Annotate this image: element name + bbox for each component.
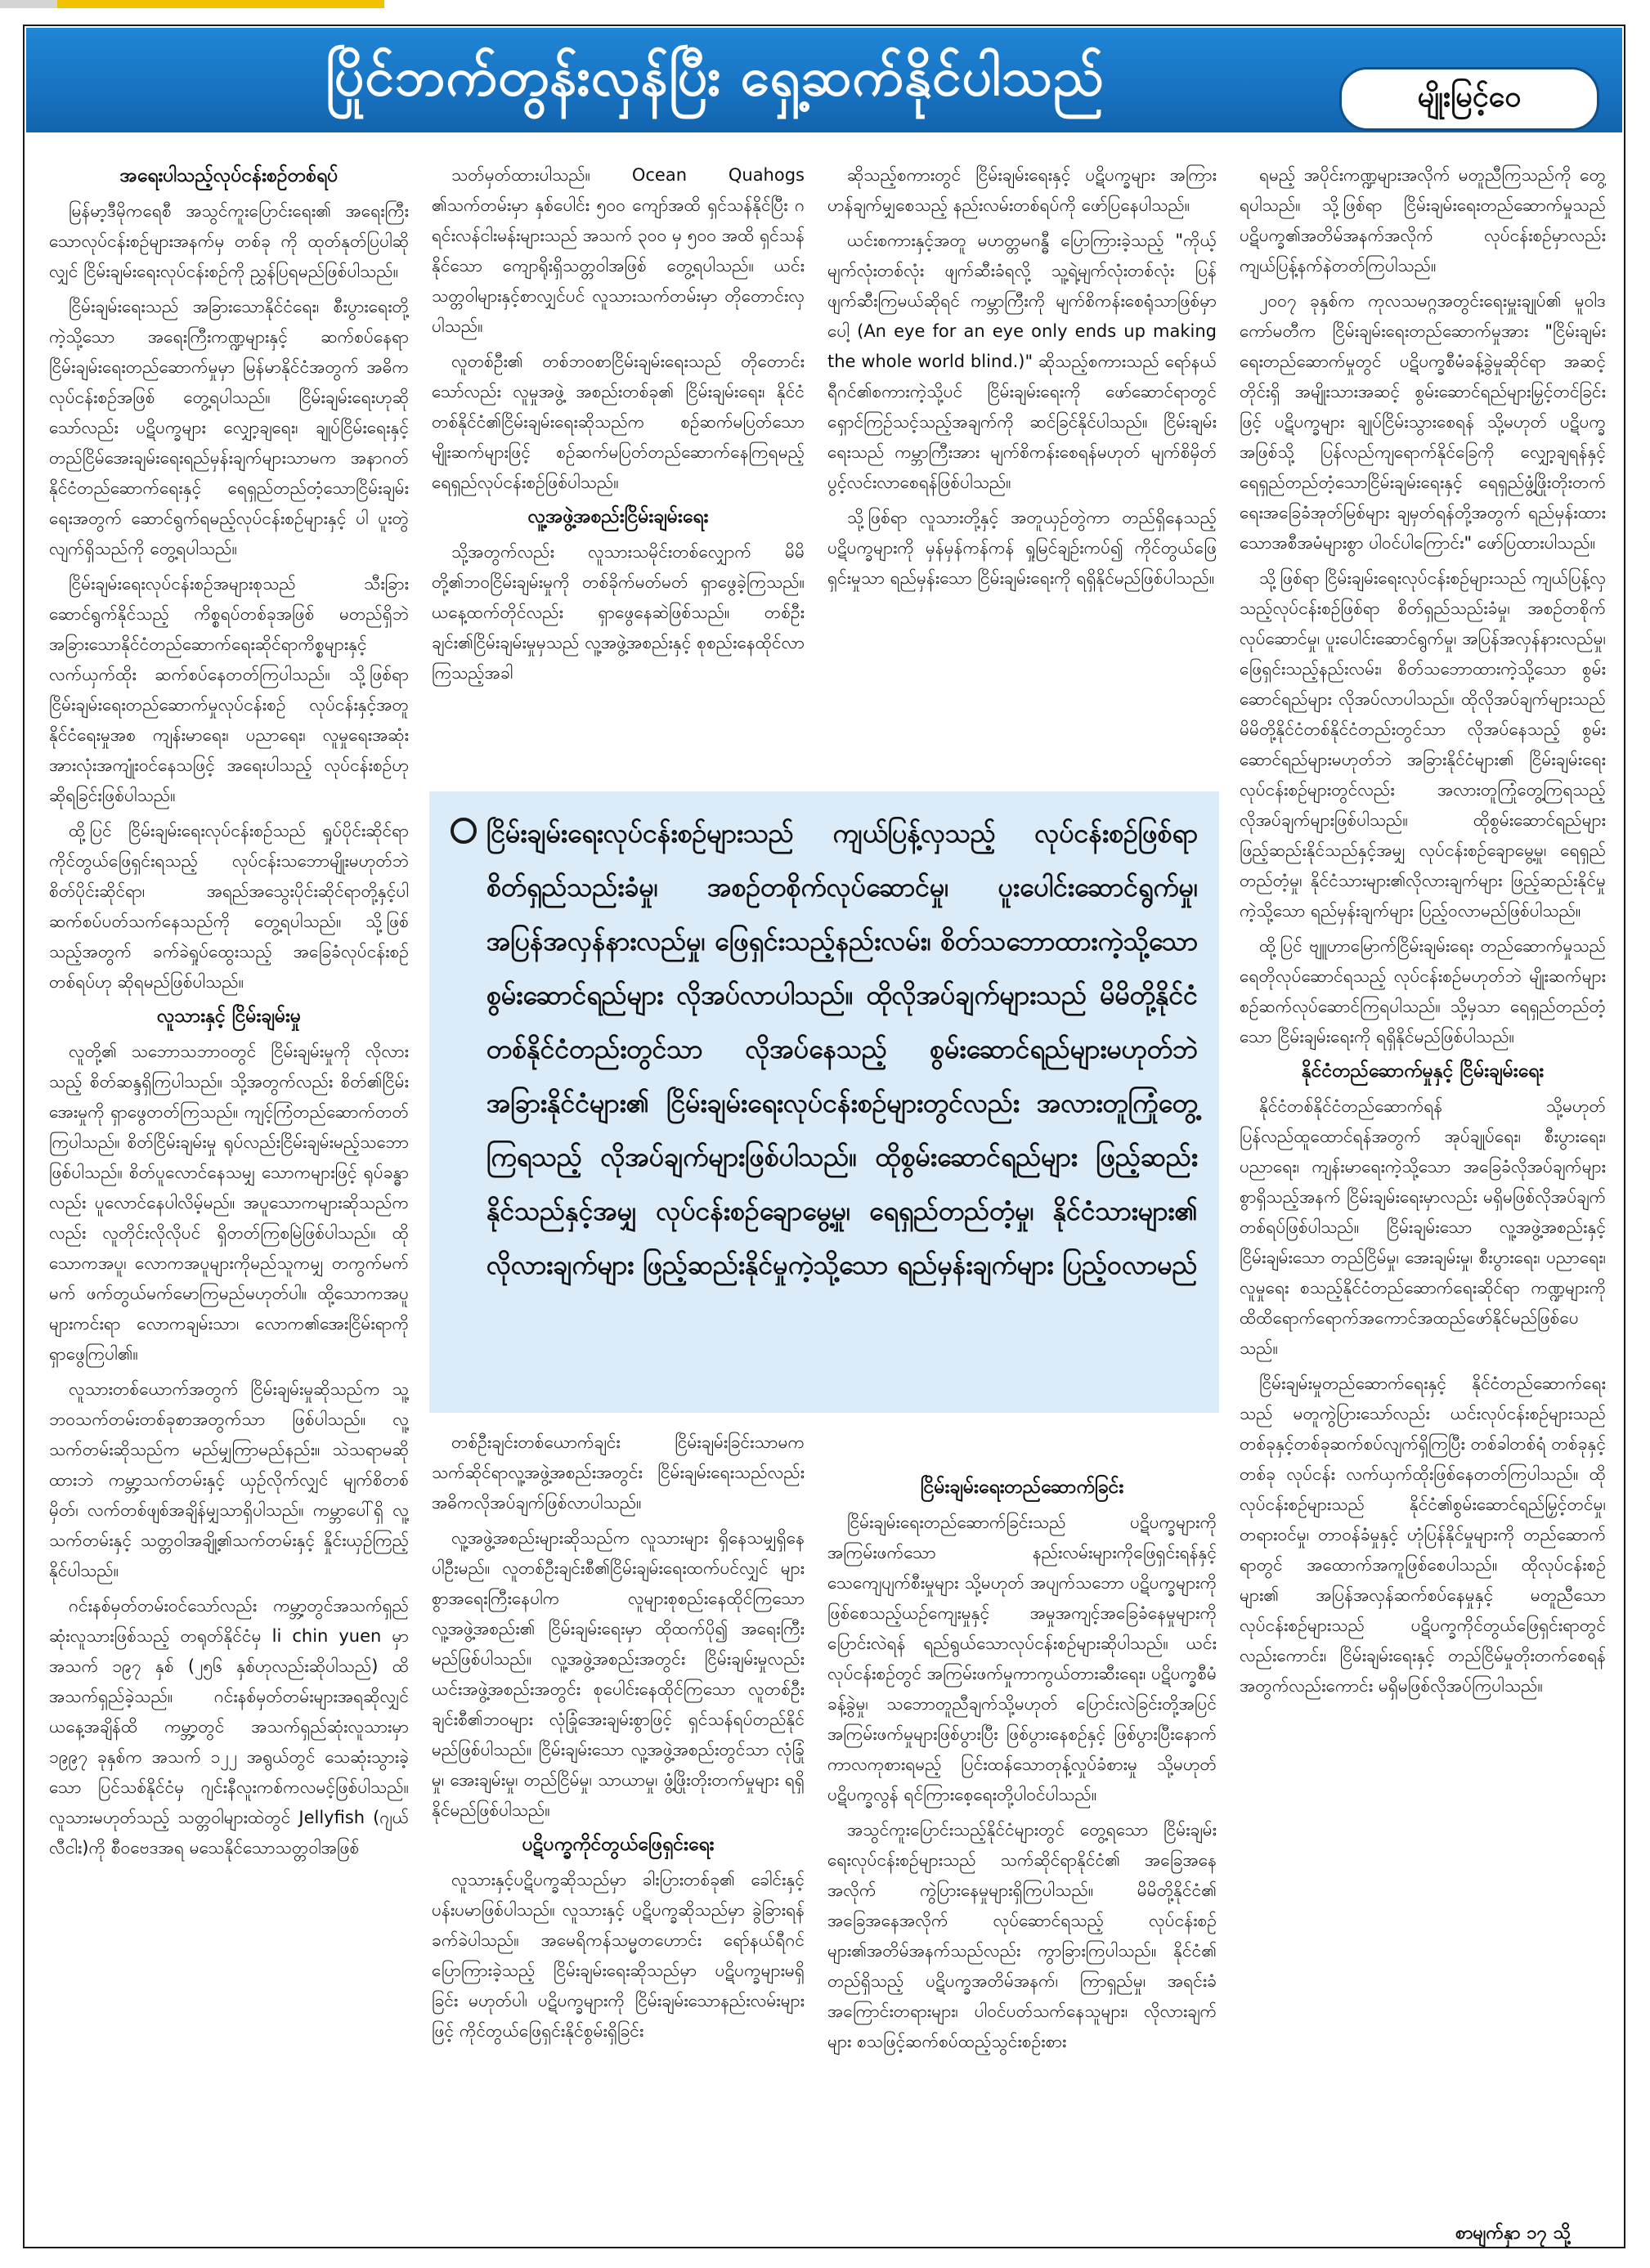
column-3-lower xyxy=(827,1472,1217,2229)
section-heading: ငြိမ်းချမ်းရေးတည်ဆောက်ခြင်း xyxy=(920,1477,1124,1498)
paragraph: အသွင်ကူးပြောင်းသည့်နိုင်ငံများတွင် တွေ့ရသော ငြိမ်းချမ်းရေးလုပ်ငန်းစဉ်များသည် သက်ဆိုင်ရာနိုင်ငံ၏ အခြေအနေအလိုက် ကွဲပြားနေမှုများရှိကြပါသည်။ မိမိတို့နိုင်ငံ၏ အခြေအနေအလိုက် လုပ်ဆောင်ရသည့် လုပ်ငန်းစဉ်များ၏အတိမ်အနက်သည်လည်း ကွာခြားကြပါသည်။ နိုင်ငံ၏ တည်ရှိသည့် ပဋိပက္ခအတိမ်အနက်၊ ကြာရှည်မှု၊ အရင်းခံအကြောင်းတရားများ၊ ပါဝင်ပတ်သက်နေသူများ၊ လိုလားချက်များ စသဖြင့်ဆက်စပ်ထည့်သွင်းစဉ်းစား xyxy=(827,1820,1217,2051)
section-heading: အရေးပါသည့်လုပ်ငန်းစဉ်တစ်ရပ် xyxy=(119,165,339,186)
paragraph: ငြိမ်းချမ်းရေးလုပ်ငန်းစဉ်အများစုသည် သီးခြားဆောင်ရွက်နိုင်သည့် ကိစ္စရပ်တစ်ခုအဖြစ် မတည်ရှိဘဲ အခြားသောနိုင်ငံတည်ဆောက်ရေးဆိုင်ရာကိစ္စများနှင့် လက်ယှက်ထိုး ဆက်စပ်နေတတ်ကြပါသည်။ သို့ဖြစ်ရာ ငြိမ်းချမ်းရေးတည်ဆောက်မှုလုပ်ငန်းစဉ် လုပ်ငန်းနှင့်အတူ နိုင်ငံရေးမှုအစ ကျန်းမာရေး၊ ပညာရေး၊ လူမှုရေးအဆုံး အားလုံးအကျုံးဝင်နေသဖြင့် အရေးပါသည့် လုပ်ငန်းစဉ်ဟု ဆိုရခြင်းဖြစ်ပါသည်။ xyxy=(49,574,409,805)
paragraph: ရမည့် အပိုင်းကဏ္ဍများအလိုက် မတူညီကြသည်ကို တွေ့ရပါသည်။ သို့ဖြစ်ရာ ငြိမ်းချမ်းရေးတည်ဆောက်မှုသည် ပဋိပက္ခ၏အတိမ်အနက်အလိုက် လုပ်ငန်းစဉ်မှာလည်း ကျယ်ပြန့်နက်နဲတတ်ကြပါသည်။ xyxy=(1240,165,1606,276)
column-4 xyxy=(1240,160,1606,2211)
paragraph: ငြိမ်းချမ်းရေးတည်ဆောက်ခြင်းသည် ပဋိပက္ခများကို အကြမ်းဖက်သော နည်းလမ်းများကိုဖြေရှင်းရန်နှင့် သေကျေပျက်စီးမှုများ သို့မဟုတ် အပျက်သဘော ပဋိပက္ခများကိုဖြစ်စေသည့်ယဉ်ကျေးမှုနှင့် အမှုအကျင့်အခြေခံနေမှုများကိုပြောင်းလဲရန် ရည်ရွယ်သောလုပ်ငန်းစဉ်များဆိုပါသည်။ ယင်းလုပ်ငန်းစဉ်တွင် အကြမ်းဖက်မှုကာကွယ်တားဆီးရေး၊ ပဋိပက္ခစီမံခန့်ခွဲမှု၊ သဘောတူညီချက်သို့မဟုတ် ပြောင်းလဲခြင်းတို့အပြင် အကြမ်းဖက်မှုများဖြစ်ပွားပြီး ဖြစ်ပွားနေစဉ်နှင့် ဖြစ်ပွားပြီးနောက်ကာလကုစားရမည့် ပြင်းထန်သောတုန့်လှုပ်ခံစားမှု သို့မဟုတ် ပဋိပက္ခလွန် ရင်ကြားစေ့ရေးတို့ပါဝင်ပါသည်။ xyxy=(827,1513,1217,1804)
pull-quote xyxy=(429,791,1219,1413)
paragraph: ငြိမ်းချမ်းမှုတည်ဆောက်ရေးနှင့် နိုင်ငံတည်ဆောက်ရေးသည် မတူကွဲပြားသော်လည်း ယင်းလုပ်ငန်းစဉ်များသည် တစ်ခုနှင့်တစ်ခုဆက်စပ်လျက်ရှိကြပြီး တစ်ခါတစ်ရံ တစ်ခုနှင့်တစ်ခု လုပ်ငန်း လက်ယှက်ထိုးဖြစ်နေတတ်ကြပါသည်။ ထိုလုပ်ငန်းစဉ်များသည် နိုင်ငံ၏စွမ်းဆောင်ရည်မြှင့်တင်မှု၊ တရားဝင်မှု၊ တာဝန်ခံမှုနှင့် ဟုံပြန်နိုင်မှုများကို တည်ဆောက်ရာတွင် အထောက်အကူဖြစ်စေပါသည်။ ထိုလုပ်ငန်းစဉ်များ၏ အပြန်အလှန်ဆက်စပ်နေမှုနှင့် မတူညီသောလုပ်ငန်းစဉ်များသည် ပဋိပက္ခကိုင်တွယ်ဖြေရှင်းရာတွင်လည်းကောင်း၊ ငြိမ်းချမ်းရေးနှင့် တည်ငြိမ်မှုတိုးတက်စေရန်အတွက်လည်းကောင်း မရှိမဖြစ်လိုအပ်ကြပါသည်။ xyxy=(1240,1374,1606,1696)
column-2-upper xyxy=(432,160,805,783)
continued-on-page: စာမျက်နှာ ၁၇ သို့ xyxy=(1455,2223,1571,2243)
column-3-upper xyxy=(827,160,1217,783)
paragraph: လူ့အဖွဲ့အစည်းများဆိုသည်က လူသားများ ရှိနေသမျှရှိနေပါဦးမည်။ လူတစ်ဦးချင်းစီ၏ငြိမ်းချမ်းရေးထက်ပင်လျှင် များစွာအရေးကြီးနေပါက လူများစုစည်းနေထိုင်ကြသော လူ့အဖွဲ့အစည်း၏ ငြိမ်းချမ်းရေးမှာ ထိုထက်ပို၍ အရေးကြီးမည်ဖြစ်ပါသည်။ လူ့အဖွဲ့အစည်းအတွင်း ငြိမ်းချမ်းမှုလည်း ယင်းအဖွဲ့အစည်းအတွင်း စုပေါင်းနေထိုင်ကြသော လူတစ်ဦးချင်းစီ၏ဘဝများ လုံခြုံအေးချမ်းစွာဖြင့် ရှင်သန်ရပ်တည်နိုင်မည်ဖြစ်ပါသည်။ ငြိမ်းချမ်းသော လူ့အဖွဲ့အစည်းတွင်သာ လုံခြုံမှု၊ အေးချမ်းမှု၊ တည်ငြိမ်မှု၊ သာယာမှု၊ ဖွံ့ဖြိုးတိုးတက်မှုများ ရရှိနိုင်မည်ဖြစ်ပါသည်။ xyxy=(432,1528,805,1820)
title-banner xyxy=(26,28,1622,132)
paragraph: လူတစ်ဦး၏ တစ်ဘဝစာငြိမ်းချမ်းရေးသည် တိုတောင်းသော်လည်း လူမှုအဖွဲ့ အစည်းတစ်ခု၏ ငြိမ်းချမ်းရေး၊ နိုင်ငံတစ်နိုင်ငံ၏ငြိမ်းချမ်းရေးဆိုသည်က စဉ်ဆက်မပြတ်သောမျိုးဆက်များဖြင့် စဉ်ဆက်မပြတ်တည်ဆောက်နေကြရမည့် ရေရှည်လုပ်ငန်းစဉ်ဖြစ်ပါသည်။ xyxy=(432,352,805,492)
paragraph: ၂၀၀၇ ခုနှစ်က ကုလသမဂ္ဂအတွင်းရေးမှူးချုပ်၏ မူဝါဒကော်မတီက ငြိမ်းချမ်းရေးတည်ဆောက်မှုအား "ငြိမ်းချမ်းရေးတည်ဆောက်မှုတွင် ပဋိပက္ခစီမံခန့်ခွဲမှုဆိုင်ရာ အဆင့်တိုင်းရှိ အမျိုးသားအဆင့် စွမ်းဆောင်ရည်များမြှင့်တင်ခြင်းဖြင့် ပဋိပက္ခများ ချုပ်ငြိမ်းသွားစေရန် သို့မဟုတ် ပဋိပက္ခအဖြစ်သို့ ပြန်လည်ကျရောက်နိုင်ခြေကို လျှော့ချရန်နှင့် ရေရှည်တည်တံ့သောငြိမ်းချမ်းရေးနှင့် ရေရှည်ဖွံ့ဖြိုးတိုးတက်ရေးအခြေခံအုတ်မြစ်များ ချမှတ်ရန်တို့အတွက် ရည်မှန်းထားသောအစီအမံများစွာ ပါဝင်ပါကြောင်း" ဖော်ပြထားပါသည်။ xyxy=(1240,291,1606,553)
paragraph: လူတို့၏ သဘောသဘာဝတွင် ငြိမ်းချမ်းမှုကို လိုလားသည့် စိတ်ဆန္ဒရှိကြပါသည်။ သို့အတွက်လည်း စိတ်၏ငြိမ်းအေးမှုကို ရှာဖွေတတ်ကြသည်။ ကျင့်ကြံတည်ဆောက်တတ်ကြပါသည်။ စိတ်ငြိမ်းချမ်းမှု ရုပ်လည်းငြိမ်းချမ်းမည့်သဘော ဖြစ်ပါသည်။ စိတ်ပူလောင်နေသမျှ သောကများဖြင့် ရုပ်ခန္ဓာလည်း ပူလောင်နေပါလိမ့်မည်။ အပူသောကများဆိုသည်ကလည်း လူတိုင်းလိုလိုပင် ရှိတတ်ကြစမြဲဖြစ်ပါသည်။ ထိုသောကအပူ၊ လောကအပူများကိုမည်သူကမျှ တကွက်မက်မက် ဖက်တွယ်မက်မောကြမည်မဟုတ်ပါ။ ထို့သောကအပူများကင်းရာ လောကချမ်းသာ၊ လောက၏အေးငြိမ်းရာကို ရှာဖွေကြပါ၏။ xyxy=(49,1042,409,1364)
paragraph: နိုင်ငံတစ်နိုင်ငံတည်ဆောက်ရန် သို့မဟုတ် ပြန်လည်ထူထောင်ရန်အတွက် အုပ်ချုပ်ရေး၊ စီးပွားရေး၊ ပညာရေး၊ ကျန်းမာရေးကဲ့သို့သော အခြေခံလိုအပ်ချက်များစွာရှိသည့်အနက် ငြိမ်းချမ်းရေးမှာလည်း မရှိမဖြစ်လိုအပ်ချက်တစ်ရပ်ဖြစ်ပါသည်။ ငြိမ်းချမ်းသော လူ့အဖွဲ့အစည်းနှင့် ငြိမ်းချမ်းသော တည်ငြိမ်မှု၊ အေးချမ်းမှု၊ စီးပွားရေး၊ ပညာရေး၊ လူမှုရေး စသည့်နိုင်ငံတည်ဆောက်ရေးဆိုင်ရာ ကဏ္ဍများကို ထိထိရောက်ရောက်အကောင်အထည်ဖော်နိုင်မည်ဖြစ်ပေသည်။ xyxy=(1240,1096,1606,1358)
quote-bullet-icon xyxy=(451,818,477,844)
paragraph: သို့ဖြစ်ရာ လူသားတို့နှင့် အတူယှဉ်တွဲကာ တည်ရှိနေသည့် ပဋိပက္ခများကို မှန်မှန်ကန်ကန် ရှုမြင်ချဉ်းကပ်၍ ကိုင်တွယ်ဖြေရှင်းမှုသာ ရည်မှန်းသော ငြိမ်းချမ်းရေးကို ရရှိနိုင်မည်ဖြစ်ပါသည်။ xyxy=(827,508,1217,588)
paragraph: သတ်မှတ်ထားပါသည်။ Ocean Quahogs ၏သက်တမ်းမှာ နှစ်ပေါင်း ၅၀၀ ကျော်အထိ ရှင်သန်နိုင်ပြီး ဂရင်းလန်ငါးမန်းများသည် အသက် ၃၀၀ မှ ၅၀၀ အထိ ရှင်သန်နိုင်သော ကျောရိုးရှိသတ္တဝါအဖြစ် တွေ့ရပါသည်။ ယင်းသတ္တဝါများနှင့်စာလျှင်ပင် လူသားသက်တမ်းမှာ တိုတောင်းလှပါသည်။ xyxy=(432,165,805,336)
paragraph: ထို့ပြင် ဗျူဟာမြောက်ငြိမ်းချမ်းရေး တည်ဆောက်မှုသည် ရေတိုလုပ်ဆောင်ရသည့် လုပ်ငန်းစဉ်မဟုတ်ဘဲ မျိုးဆက်များ စဉ်ဆက်လုပ်ဆောင်ကြရပါသည်။ သို့မှသာ ရေရှည်တည်တံ့သော ငြိမ်းချမ်းရေးကို ရရှိနိုင်မည်ဖြစ်ပါသည်။ xyxy=(1240,936,1606,1047)
paragraph: လူသားတစ်ယောက်အတွက် ငြိမ်းချမ်းမှုဆိုသည်က သူ့ဘဝသက်တမ်းတစ်ခုစာအတွက်သာ ဖြစ်ပါသည်။ လူ့သက်တမ်းဆိုသည်က မည်မျှကြာမည်နည်း။ သဲသရာမဆိုထားဘဲ ကမ္ဘာ့သက်တမ်းနှင့် ယှဉ်လိုက်လျှင် မျက်စိတစ်မှိတ်၊ လက်တစ်ဖျစ်အချိန်မျှသာရှိပါသည်။ ကမ္ဘာပေါ်ရှိ လူ့သက်တမ်းနှင့် သတ္တဝါအချို့၏သက်တမ်းနှင့် နှိုင်းယှဉ်ကြည့်နိုင်ပါသည်။ xyxy=(49,1379,409,1580)
article-title: ပြိုင်ဘက်တွန်းလှန်ပြီး ရှေ့ဆက်နိုင်ပါသည် xyxy=(325,47,1105,108)
section-heading: လူ့အဖွဲ့အစည်းငြိမ်းချမ်းရေး xyxy=(527,506,709,527)
paragraph: ထို့ပြင် ငြိမ်းချမ်းရေးလုပ်ငန်းစဉ်သည် ရှုပ်ပိုင်းဆိုင်ရာကိုင်တွယ်ဖြေရှင်းရသည့် လုပ်ငန်းသဘောမျိုးမဟုတ်ဘဲ စိတ်ပိုင်းဆိုင်ရာ၊ အရည်အသွေးပိုင်းဆိုင်ရာတို့နှင့်ပါ ဆက်စပ်ပတ်သက်နေသည်ကို တွေ့ရပါသည်။ သို့ဖြစ်သည့်အတွက် ခက်ခဲရှုပ်ထွေးသည့် အခြေခံလုပ်ငန်းစဉ်တစ်ရပ်ဟု ဆိုရမည်ဖြစ်ပါသည်။ xyxy=(49,821,409,992)
author-name: မျိုးမြင့်ဝေ xyxy=(1417,80,1522,114)
column-2-lower xyxy=(432,1428,805,2229)
column-1 xyxy=(49,160,409,2229)
paragraph: ဆိုသည့်စကားတွင် ငြိမ်းချမ်းရေးနှင့် ပဋိပက္ခများ အကြား ဟန်ချက်မျှစေသည့် နည်းလမ်းတစ်ရပ်ကို ဖော်ပြနေပါသည်။ xyxy=(827,165,1217,215)
pull-quote-text: ငြိမ်းချမ်းရေးလုပ်ငန်းစဉ်များသည် ကျယ်ပြန့်လှသည့် လုပ်ငန်းစဉ်ဖြစ်ရာ စိတ်ရှည်သည်းခံမှု၊ အစဉ်တစိုက်လုပ်ဆောင်မှု၊ ပူးပေါင်းဆောင်ရွက်မှု၊ အပြန်အလှန်နားလည်မှု၊ ဖြေရှင်းသည့်နည်းလမ်း၊ စိတ်သဘောထားကဲ့သို့သော စွမ်းဆောင်ရည်များ လိုအပ်လာပါသည်။ ထိုလိုအပ်ချက်များသည် မိမိတို့နိုင်ငံတစ်နိုင်ငံတည်းတွင်သာ လိုအပ်နေသည့် စွမ်းဆောင်ရည်များမဟုတ်ဘဲ အခြားနိုင်ငံများ၏ ငြိမ်းချမ်းရေးလုပ်ငန်းစဉ်များတွင်လည်း အလားတူကြုံတွေ့ကြရသည့် လိုအပ်ချက်များဖြစ်ပါသည်။ ထိုစွမ်းဆောင်ရည်များ ဖြည့်ဆည်းနိုင်သည်နှင့်အမျှ လုပ်ငန်းစဉ်ချောမွေ့မှု၊ ရေရှည်တည်တံ့မှု၊ နိုင်ငံသားများ၏ လိုလားချက်များ ဖြည့်ဆည်းနိုင်မှုကဲ့သို့သော ရည်မှန်းချက်များ ပြည့်ဝလာမည် xyxy=(486,818,1198,1280)
section-heading: နိုင်ငံတည်ဆောက်မှုနှင့် ငြိမ်းချမ်းရေး xyxy=(1301,1060,1545,1082)
paragraph: သို့ဖြစ်ရာ ငြိမ်းချမ်းရေးလုပ်ငန်းစဉ်များသည် ကျယ်ပြန့်လှသည့်လုပ်ငန်းစဉ်ဖြစ်ရာ စိတ်ရှည်သည်းခံမှု၊ အစဉ်တစိုက်လုပ်ဆောင်မှု၊ ပူးပေါင်းဆောင်ရွက်မှု၊ အပြန်အလှန်နားလည်မှု၊ ဖြေရှင်းသည့်နည်းလမ်း၊ စိတ်သဘောထားကဲ့သို့သော စွမ်းဆောင်ရည်များ လိုအပ်လာပါသည်။ ထိုလိုအပ်ချက်များသည် မိမိတို့နိုင်ငံတစ်နိုင်ငံတည်းတွင်သာ လိုအပ်နေသည့် စွမ်းဆောင်ရည်များမဟုတ်ဘဲ အခြားနိုင်ငံများ၏ ငြိမ်းချမ်းရေးလုပ်ငန်းစဉ်များတွင်လည်း အလားတူကြုံတွေ့ကြရသည့် လိုအပ်ချက်များဖြစ်ပါသည်။ ထိုစွမ်းဆောင်ရည်များ ဖြည့်ဆည်းနိုင်သည်နှင့်အမျှ လုပ်ငန်းစဉ်ချောမွေ့မှု၊ ရေရှည်တည်တံ့မှု၊ နိုင်ငံသားများ၏လိုလားချက်များ ဖြည့်ဆည်းနိုင်မှုကဲ့သို့သော ရည်မှန်းချက်များ ပြည့်ဝလာမည်ဖြစ်ပါသည်။ xyxy=(1240,568,1606,921)
paragraph: လူသားနှင့်ပဋိပက္ခဆိုသည်မှာ ခါးပြားတစ်ခု၏ ခေါင်းနှင့်ပန်းပမာဖြစ်ပါသည်။ လူသားနှင့် ပဋိပက္ခဆိုသည်မှာ ခွဲခြားရန်ခက်ခဲပါသည်။ အမေရိကန်သမ္မတဟောင်း ရော်နယ်ရီဂင် ပြောကြားခဲ့သည့် ငြိမ်းချမ်းရေးဆိုသည်မှာ ပဋိပက္ခများမရှိခြင်း မဟုတ်ပါ၊ ပဋိပက္ခများကို ငြိမ်းချမ်းသောနည်းလမ်းများဖြင့် ကိုင်တွယ်ဖြေရှင်းနိုင်စွမ်းရှိခြင်း xyxy=(432,1870,805,2041)
section-heading: ပဋိပက္ခကိုင်တွယ်ဖြေရှင်းရေး xyxy=(522,1834,715,1855)
top-gray-strip xyxy=(0,0,57,8)
paragraph: သို့အတွက်လည်း လူသားသမိုင်းတစ်လျှောက် မိမိတို့၏ဘဝငြိမ်းချမ်းမှုကို တစ်ခိုက်မတ်မတ် ရှာဖွေခဲ့ကြသည်။ ယနေ့ထက်တိုင်လည်း ရှာဖွေနေဆဲဖြစ်သည်။ တစ်ဦးချင်း၏ငြိမ်းချမ်းမှုမှသည် လူ့အဖွဲ့အစည်းနှင့် စုစည်းနေထိုင်လာကြသည့်အခါ xyxy=(432,542,805,683)
paragraph: မြန်မာ့ဒီမိုကရေစီ အသွင်ကူးပြောင်းရေး၏ အရေးကြီးသောလုပ်ငန်းစဉ်များအနက်မှ တစ်ခု ကို ထုတ်နုတ်ပြပါဆိုလျှင် ငြိမ်းချမ်းရေးလုပ်ငန်းစဉ်ကို ညွှန်ပြရမည်ဖြစ်ပါသည်။ xyxy=(49,201,409,281)
author-badge xyxy=(1339,67,1599,131)
paragraph: ဂင်းနစ်မှတ်တမ်းဝင်သော်လည်း ကမ္ဘာ့တွင်အသက်ရှည်ဆုံးလူသားဖြစ်သည့် တရုတ်နိုင်ငံမှ li chin yuen မှာ အသက် ၁၉၇ နှစ် (၂၅၆ နှစ်ဟုလည်းဆိုပါသည်) ထိ အသက်ရှည်ခဲ့သည်။ ဂင်းနစ်မှတ်တမ်းများအရဆိုလျှင် ယနေ့အချိန်ထိ ကမ္ဘာ့တွင် အသက်ရှည်ဆုံးလူသားမှာ ၁၉၉၇ ခုနှစ်က အသက် ၁၂၂ အရွယ်တွင် သေဆုံးသွားခဲ့သော ပြင်သစ်နိုင်ငံမှ ဂျင်းနီလူးကစ်ကလမင့်ဖြစ်ပါသည်။ လူသားမဟုတ်သည့် သတ္တဝါများထဲတွင် Jellyfish (ဂျယ်လီငါး)ကို စီဝဗေဒအရ မသေနိုင်သောသတ္တဝါအဖြစ် xyxy=(49,1596,409,1858)
top-accent-strip xyxy=(57,0,384,8)
paragraph: တစ်ဦးချင်းတစ်ယောက်ချင်း ငြိမ်းချမ်းခြင်းသာမက သက်ဆိုင်ရာလူ့အဖွဲ့အစည်းအတွင်း ငြိမ်းချမ်းရေးသည်လည်း အဓိကလိုအပ်ချက်ဖြစ်လာပါသည်။ xyxy=(432,1432,805,1513)
paragraph: ယင်းစကားနှင့်အတူ မဟတ္တမဂန္ဓီ ပြောကြားခဲ့သည့် "ကိုယ့်မျက်လုံးတစ်လုံး ဖျက်ဆီးခံရလို့ သူ့ရဲ့မျက်လုံးတစ်လုံး ပြန်ဖျက်ဆီးကြမယ်ဆိုရင် ကမ္ဘာကြီးကို မျက်စိကန်းစေရုံသာဖြစ်မှာပေါ့ (An eye for an eye only ends up making the whole world blind.)" ဆိုသည့်စကားသည် ရော်နယ်ရီဂင်၏စကားကဲ့သို့ပင် ငြိမ်းချမ်းရေးကို ဖော်ဆောင်ရာတွင် ရှောင်ကြဉ်သင့်သည့်အချက်ကို ဆင်ခြင်နိုင်ပါသည်။ ငြိမ်းချမ်းရေးသည် ကမ္ဘာကြီးအား မျက်စိကန်းစေရန်မဟုတ် မျက်စိမှိတ်ပွင့်လင်းလာစေရန်ဖြစ်ပါသည်။ xyxy=(827,231,1217,492)
paragraph: ငြိမ်းချမ်းရေးသည် အခြားသောနိုင်ငံရေး၊ စီးပွားရေးတို့ကဲ့သို့သော အရေးကြီးကဏ္ဍများနှင့် ဆက်စပ်နေရာ ငြိမ်းချမ်းရေးတည်ဆောက်မှုမှာ မြန်မာနိုင်ငံအတွက် အဓိကလုပ်ငန်းစဉ်အဖြစ် တွေ့ရပါသည်။ ငြိမ်းချမ်းရေးဟုဆိုသော်လည်း ပဋိပက္ခများ လျှော့ချရေး၊ ချုပ်ငြိမ်းရေးနှင့် တည်ငြိမ်အေးချမ်းရေးရည်မှန်းချက်များသာမက အနာဂတ်နိုင်ငံတည်ဆောက်ရေးနှင့် ရေရှည်တည်တံ့သောငြိမ်းချမ်းရေးအတွက် ဆောင်ရွက်ရမည့်လုပ်ငန်းစဉ်များနှင့် ပါ ပူးတွဲလျက်ရှိသည်ကို တွေ့ရပါသည်။ xyxy=(49,297,409,558)
section-heading: လူသားနှင့် ငြိမ်းချမ်းမှု xyxy=(156,1006,302,1027)
